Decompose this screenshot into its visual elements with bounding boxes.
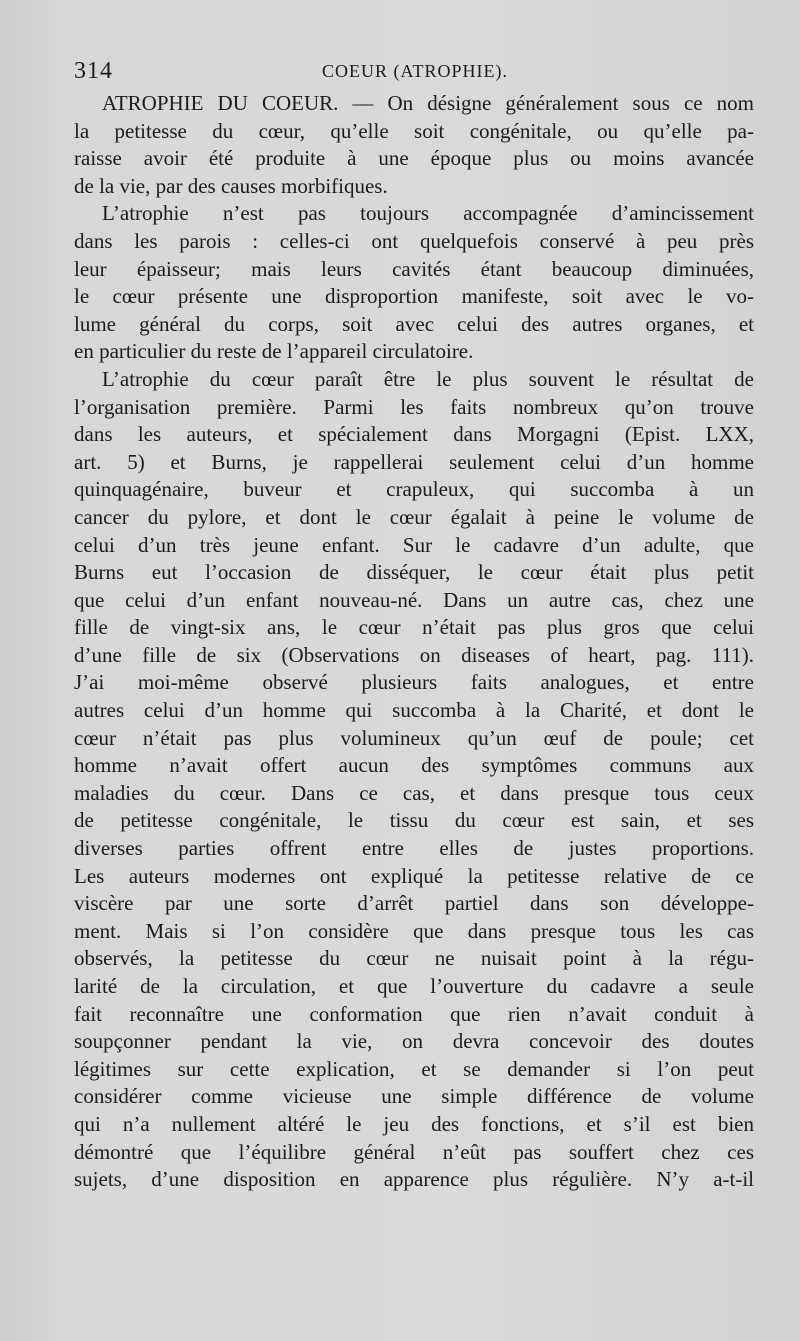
text-line: fille de vingt-six ans, le cœur n’était pas plus gros que celui — [74, 615, 754, 640]
text-line: diverses parties offrent entre elles de justes proportions. — [74, 836, 754, 861]
text-line: considérer comme vicieuse une simple différence de volume — [74, 1084, 754, 1109]
text-line: fait reconnaître une conformation que rien n’avait conduit à — [74, 1001, 754, 1026]
text-line: maladies du cœur. Dans ce cas, et dans presque tous ceux — [74, 780, 754, 805]
text-line: Les auteurs modernes ont expliqué la petitesse relative de ce — [74, 863, 754, 888]
text-line: homme n’avait offert aucun des symptômes communs aux — [74, 753, 754, 778]
text-line: cœur n’était pas plus volumineux qu’un œuf de poule; cet — [74, 725, 754, 750]
text-line: qui n’a nullement altéré le jeu des fonctions, et s’il est bien — [74, 1111, 754, 1136]
text-line: leur épaisseur; mais leurs cavités étant beaucoup diminuées, — [74, 256, 754, 281]
text-line: démontré que l’équilibre général n’eût pas souffert chez ces — [74, 1139, 754, 1164]
text-line: celui d’un très jeune enfant. Sur le cadavre d’un adulte, que — [74, 532, 754, 557]
text-line: le cœur présente une disproportion manifeste, soit avec le vo- — [74, 284, 754, 309]
text-line: de petitesse congénitale, le tissu du cœur est sain, et ses — [74, 808, 754, 833]
text-line: autres celui d’un homme qui succomba à la Charité, et dont le — [74, 698, 754, 723]
text-line: viscère par une sorte d’arrêt partiel dans son développe- — [74, 891, 754, 916]
text-line: L’atrophie n’est pas toujours accompagnée d’amincissement — [102, 201, 754, 226]
text-line: art. 5) et Burns, je rappellerai seulement celui d’un homme — [74, 449, 754, 474]
text-line: légitimes sur cette explication, et se demander si l’on peut — [74, 1056, 754, 1081]
text-line: raisse avoir été produite à une époque plus ou moins avancée — [74, 146, 754, 171]
text-line: d’une fille de six (Observations on diseases of heart, pag. 111). — [74, 642, 754, 667]
text-line: larité de la circulation, et que l’ouverture du cadavre a seule — [74, 974, 754, 998]
text-line: sujets, d’une disposition en apparence plus régulière. N’y a-t-il — [74, 1167, 754, 1192]
text-line: lume général du corps, soit avec celui des autres organes, et — [74, 311, 754, 336]
text-line: que celui d’un enfant nouveau-né. Dans un autre cas, chez une — [74, 587, 754, 612]
text-line: dans les parois : celles-ci ont quelquefois conservé à peu près — [74, 228, 754, 253]
text-line: l’organisation première. Parmi les faits nombreux qu’on trouve — [74, 394, 754, 419]
text-line: Burns eut l’occasion de disséquer, le cœur était plus petit — [74, 560, 754, 585]
text-line: ment. Mais si l’on considère que dans presque tous les cas — [74, 918, 754, 943]
running-head: COEUR (ATROPHIE). — [322, 61, 508, 81]
text-line: soupçonner pendant la vie, on devra concevoir des doutes — [74, 1029, 754, 1054]
body-text — [74, 90, 754, 1194]
text-line: J’ai moi-même observé plusieurs faits analogues, et entre — [74, 670, 754, 695]
text-line: en particulier du reste de l’appareil circulatoire. — [74, 339, 474, 364]
page-number: 314 — [74, 58, 113, 84]
text-line: L’atrophie du cœur paraît être le plus souvent le résultat de — [102, 366, 754, 391]
text-line: la petitesse du cœur, qu’elle soit congénitale, ou qu’elle pa- — [74, 118, 754, 143]
text-line: observés, la petitesse du cœur ne nuisait point à la régu- — [74, 946, 754, 971]
text-line: dans les auteurs, et spécialement dans Morgagni (Epist. LXX, — [74, 422, 754, 447]
page-header — [74, 58, 754, 88]
text-line: quinquagénaire, buveur et crapuleux, qui succomba à un — [74, 477, 754, 502]
text-line: ATROPHIE DU COEUR. — On désigne généralement sous ce nom — [102, 91, 754, 115]
text-line: cancer du pylore, et dont le cœur égalait à peine le volume de — [74, 504, 754, 529]
text-line: de la vie, par des causes morbifiques. — [74, 173, 388, 198]
